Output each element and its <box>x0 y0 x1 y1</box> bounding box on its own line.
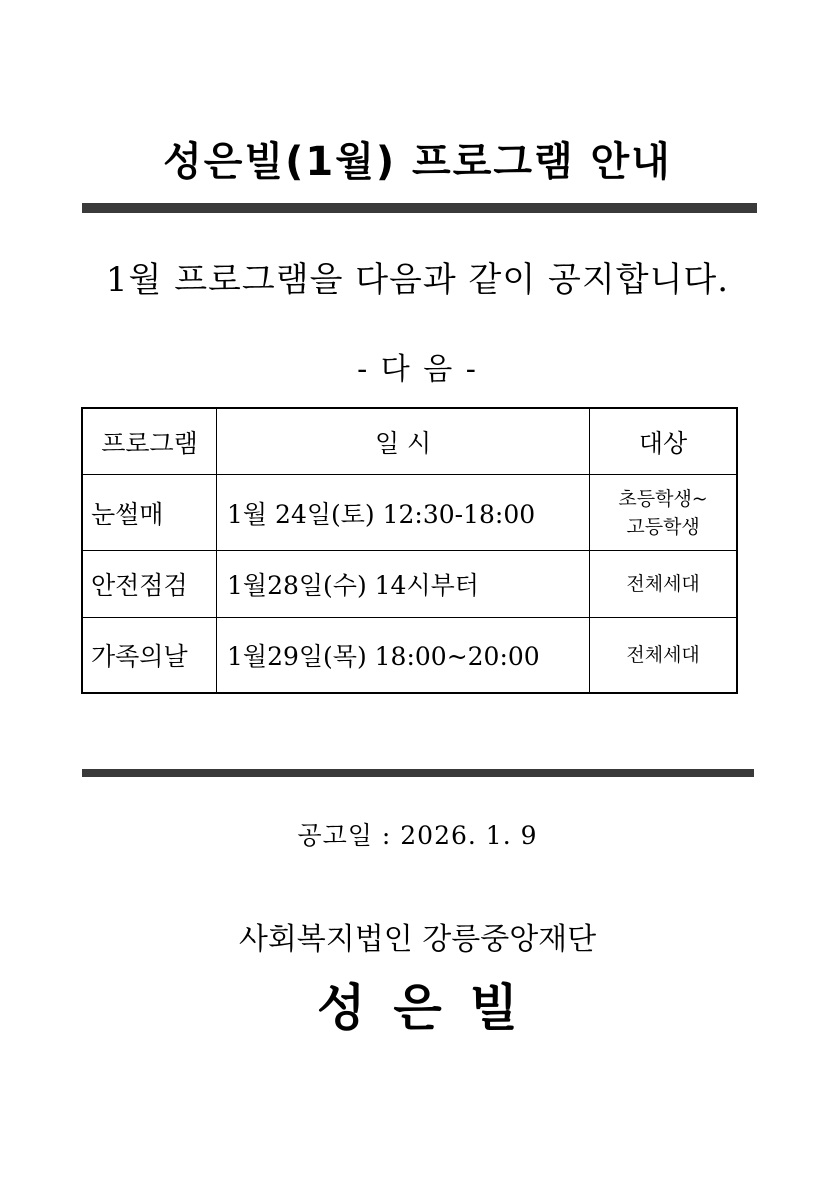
target-line: 고등학생 <box>626 515 700 538</box>
program-datetime: 1월 24일(토) 12:30-18:00 <box>217 475 590 551</box>
table-row <box>82 551 737 618</box>
top-divider <box>82 203 757 213</box>
table-header-row <box>82 408 737 475</box>
target-line: 전체세대 <box>626 573 700 595</box>
intro-text: 1월 프로그램을 다음과 같이 공지합니다. <box>105 260 730 300</box>
program-datetime: 1월28일(수) 14시부터 <box>217 551 590 618</box>
page-title: 성은빌(1월) 프로그램 안내 <box>163 139 672 185</box>
program-name: 가족의날 <box>82 618 217 694</box>
organization-name: 사회복지법인 강릉중앙재단 <box>238 922 597 957</box>
program-target <box>590 551 737 618</box>
target-line: 초등학생~ <box>618 487 708 510</box>
target-line: 전체세대 <box>626 644 700 666</box>
program-name: 눈썰매 <box>82 475 217 551</box>
program-schedule-table <box>81 407 738 694</box>
program-target <box>590 475 737 551</box>
program-name: 안전점검 <box>82 551 217 618</box>
table-row <box>82 618 737 694</box>
program-target <box>590 618 737 694</box>
bottom-divider <box>82 769 754 777</box>
table-row <box>82 475 737 551</box>
notice-date: 공고일 : 2026. 1. 9 <box>297 821 538 850</box>
facility-name: 성은빌 <box>317 979 546 1037</box>
header-target: 대상 <box>590 408 737 475</box>
subheading: - 다 음 - <box>357 352 478 387</box>
program-datetime: 1월29일(목) 18:00~20:00 <box>217 618 590 694</box>
header-program: 프로그램 <box>82 408 217 475</box>
header-datetime: 일 시 <box>217 408 590 475</box>
